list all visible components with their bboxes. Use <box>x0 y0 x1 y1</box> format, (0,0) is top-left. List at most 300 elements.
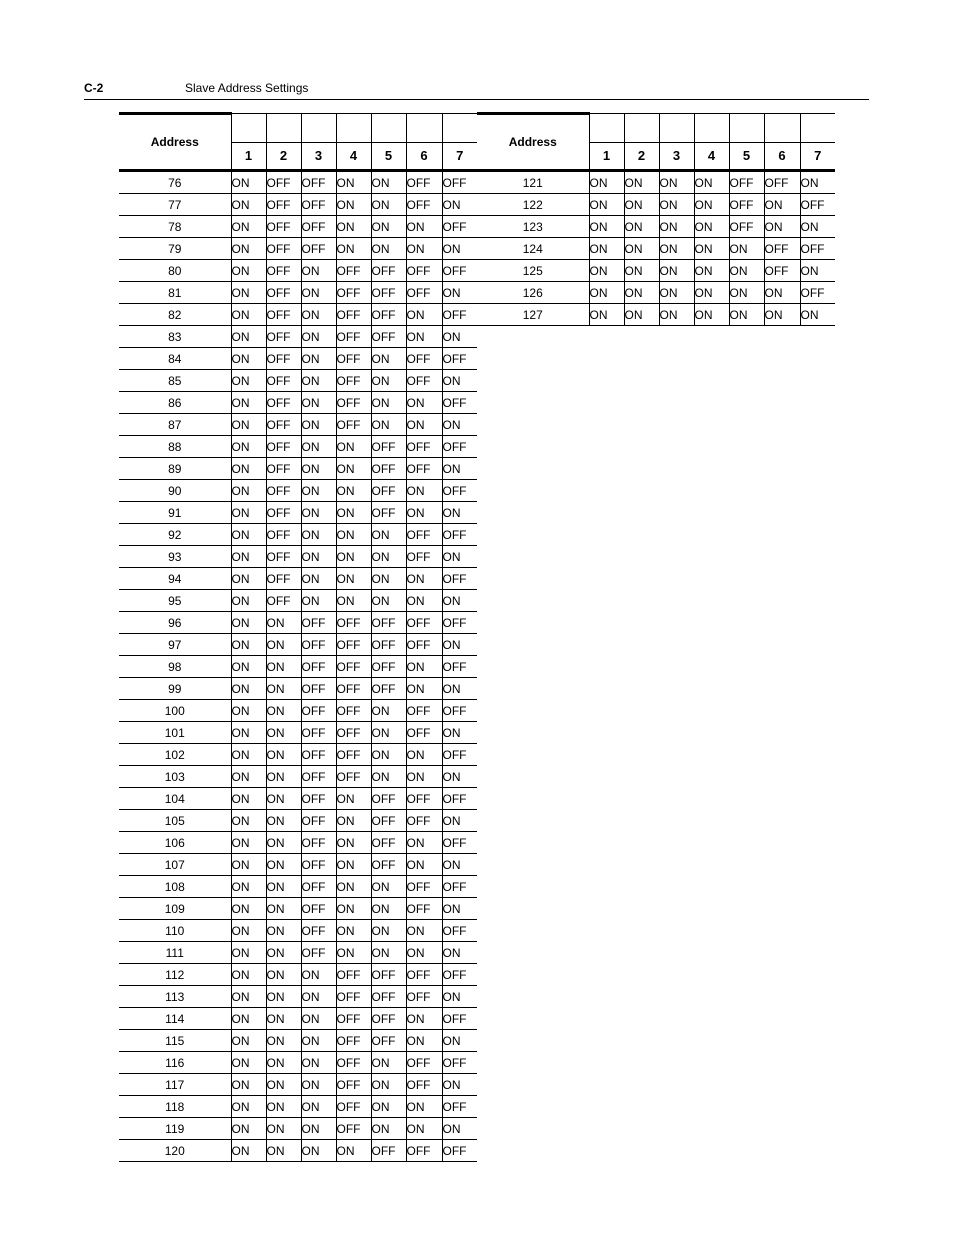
switch-cell: OFF <box>336 370 371 392</box>
switch-cell: OFF <box>336 260 371 282</box>
switch-cell: ON <box>336 458 371 480</box>
address-cell: 107 <box>119 854 231 876</box>
switch-cell: OFF <box>301 898 336 920</box>
table-row <box>119 480 477 502</box>
switch-cell: ON <box>301 458 336 480</box>
switch-cell: OFF <box>442 832 477 854</box>
switch-cell: ON <box>624 282 659 304</box>
switch-cell: ON <box>371 590 406 612</box>
switch-cell: OFF <box>371 678 406 700</box>
switch-cell: ON <box>406 392 442 414</box>
switch-cell: OFF <box>406 612 442 634</box>
switch-cell: ON <box>266 612 301 634</box>
switch-cell: ON <box>694 216 729 238</box>
table-row <box>119 656 477 678</box>
switch-cell: ON <box>406 1118 442 1140</box>
switch-cell: ON <box>301 502 336 524</box>
table-row <box>119 238 477 260</box>
table-row <box>477 282 835 304</box>
switch-cell: ON <box>624 216 659 238</box>
table-row <box>119 832 477 854</box>
switch-cell: ON <box>231 194 266 216</box>
page-header <box>84 80 869 100</box>
switch-cell: OFF <box>406 700 442 722</box>
switch-cell: ON <box>231 1118 266 1140</box>
switch-cell: OFF <box>266 370 301 392</box>
switch-cell: ON <box>371 876 406 898</box>
table-row <box>477 304 835 326</box>
switch-cell: ON <box>301 1074 336 1096</box>
switch-cell: OFF <box>442 171 477 194</box>
switch-cell: OFF <box>442 656 477 678</box>
table-row <box>119 216 477 238</box>
switch-cell: ON <box>231 832 266 854</box>
switch-cell: ON <box>301 326 336 348</box>
address-cell: 85 <box>119 370 231 392</box>
switch-cell: ON <box>694 282 729 304</box>
table-row <box>119 766 477 788</box>
switch-cell: OFF <box>371 788 406 810</box>
table-row <box>119 546 477 568</box>
switch-cell: ON <box>231 1030 266 1052</box>
switch-cell: ON <box>764 304 800 326</box>
bit-column-header: 6 <box>406 142 442 171</box>
switch-cell: ON <box>231 678 266 700</box>
address-cell: 102 <box>119 744 231 766</box>
address-cell: 86 <box>119 392 231 414</box>
switch-cell: OFF <box>266 480 301 502</box>
switch-cell: ON <box>442 326 477 348</box>
switch-cell: OFF <box>336 634 371 656</box>
address-cell: 92 <box>119 524 231 546</box>
switch-cell: OFF <box>406 634 442 656</box>
bit-column-header: 4 <box>694 142 729 171</box>
switch-cell: OFF <box>406 1052 442 1074</box>
table-row <box>119 194 477 216</box>
switch-cell: ON <box>231 788 266 810</box>
switch-cell: ON <box>371 898 406 920</box>
switch-cell: ON <box>659 171 694 194</box>
switch-cell: ON <box>301 282 336 304</box>
switch-cell: OFF <box>406 458 442 480</box>
bit-column-header: 5 <box>729 142 764 171</box>
switch-cell: ON <box>371 546 406 568</box>
address-cell: 106 <box>119 832 231 854</box>
bit-column-header: 2 <box>624 142 659 171</box>
switch-cell: ON <box>442 810 477 832</box>
switch-cell: OFF <box>301 854 336 876</box>
switch-cell: ON <box>231 414 266 436</box>
switch-cell: OFF <box>266 524 301 546</box>
switch-cell: OFF <box>729 171 764 194</box>
switch-cell: OFF <box>406 194 442 216</box>
switch-cell: OFF <box>336 700 371 722</box>
address-cell: 110 <box>119 920 231 942</box>
switch-cell: ON <box>371 722 406 744</box>
switch-cell: ON <box>231 942 266 964</box>
switch-cell: ON <box>589 282 624 304</box>
switch-cell: ON <box>406 480 442 502</box>
address-cell: 82 <box>119 304 231 326</box>
switch-cell: ON <box>442 854 477 876</box>
switch-cell: ON <box>694 194 729 216</box>
address-cell: 119 <box>119 1118 231 1140</box>
section-title: Slave Address Settings <box>185 81 309 95</box>
switch-cell: ON <box>231 898 266 920</box>
switch-cell: ON <box>231 1052 266 1074</box>
switch-cell: OFF <box>266 458 301 480</box>
address-cell: 111 <box>119 942 231 964</box>
address-cell: 123 <box>477 216 589 238</box>
switch-cell: OFF <box>301 678 336 700</box>
switch-cell: OFF <box>301 788 336 810</box>
switch-cell: ON <box>371 238 406 260</box>
bit-column-header: 7 <box>442 142 477 171</box>
switch-cell: OFF <box>442 216 477 238</box>
switch-cell: OFF <box>406 1074 442 1096</box>
address-cell: 78 <box>119 216 231 238</box>
switch-cell: OFF <box>266 171 301 194</box>
switch-cell: OFF <box>266 348 301 370</box>
switch-cell: OFF <box>800 282 835 304</box>
address-cell: 87 <box>119 414 231 436</box>
switch-cell: OFF <box>442 348 477 370</box>
table-row <box>119 722 477 744</box>
switch-cell: ON <box>694 238 729 260</box>
address-cell: 81 <box>119 282 231 304</box>
switch-cell: OFF <box>266 590 301 612</box>
table-row <box>119 964 477 986</box>
table-row <box>119 678 477 700</box>
switch-cell: OFF <box>336 744 371 766</box>
switch-cell: ON <box>301 964 336 986</box>
switch-cell: ON <box>729 260 764 282</box>
switch-cell: ON <box>659 304 694 326</box>
switch-cell: OFF <box>406 1140 442 1162</box>
switch-cell: ON <box>336 238 371 260</box>
switch-cell: ON <box>231 326 266 348</box>
table-row <box>119 568 477 590</box>
table-row <box>119 524 477 546</box>
switch-cell: ON <box>231 876 266 898</box>
switch-cell: ON <box>301 480 336 502</box>
switch-cell: ON <box>371 766 406 788</box>
switch-cell: ON <box>371 1052 406 1074</box>
switch-cell: ON <box>231 392 266 414</box>
table-row <box>119 876 477 898</box>
address-cell: 115 <box>119 1030 231 1052</box>
switch-cell: OFF <box>406 282 442 304</box>
table-row <box>119 788 477 810</box>
switch-cell: ON <box>442 766 477 788</box>
switch-cell: OFF <box>764 260 800 282</box>
table-row <box>119 260 477 282</box>
switch-cell: OFF <box>800 238 835 260</box>
switch-cell: ON <box>659 260 694 282</box>
switch-cell: OFF <box>764 238 800 260</box>
switch-cell: ON <box>336 854 371 876</box>
switch-cell: ON <box>231 656 266 678</box>
switch-cell: ON <box>764 216 800 238</box>
switch-cell: ON <box>231 524 266 546</box>
switch-cell: ON <box>406 1030 442 1052</box>
switch-cell: OFF <box>442 744 477 766</box>
table-row <box>119 898 477 920</box>
switch-cell: OFF <box>371 1140 406 1162</box>
switch-cell: OFF <box>442 964 477 986</box>
table-row <box>477 194 835 216</box>
switch-cell: OFF <box>800 194 835 216</box>
switch-cell: OFF <box>301 832 336 854</box>
switch-cell: ON <box>729 304 764 326</box>
switch-cell: OFF <box>371 634 406 656</box>
switch-cell: ON <box>266 678 301 700</box>
address-cell: 100 <box>119 700 231 722</box>
address-cell: 99 <box>119 678 231 700</box>
table-row <box>119 436 477 458</box>
address-table-left <box>119 112 477 1162</box>
switch-cell: ON <box>231 282 266 304</box>
bit-column-header: 3 <box>301 142 336 171</box>
switch-cell: OFF <box>266 260 301 282</box>
bit-column-header: 3 <box>659 142 694 171</box>
switch-cell: ON <box>266 700 301 722</box>
switch-cell: ON <box>371 348 406 370</box>
switch-cell: OFF <box>371 1008 406 1030</box>
address-column-header: Address <box>477 114 589 171</box>
switch-cell: ON <box>231 370 266 392</box>
switch-cell: ON <box>406 238 442 260</box>
switch-cell: ON <box>266 1030 301 1052</box>
switch-cell: ON <box>266 1096 301 1118</box>
switch-cell: OFF <box>336 1030 371 1052</box>
switch-cell: OFF <box>442 436 477 458</box>
switch-cell: OFF <box>301 216 336 238</box>
table-row <box>119 1118 477 1140</box>
switch-cell: OFF <box>371 282 406 304</box>
switch-cell: OFF <box>442 700 477 722</box>
switch-cell: OFF <box>301 722 336 744</box>
switch-cell: ON <box>231 304 266 326</box>
switch-cell: OFF <box>406 964 442 986</box>
switch-cell: OFF <box>729 216 764 238</box>
switch-cell: ON <box>231 766 266 788</box>
switch-cell: ON <box>231 1074 266 1096</box>
address-cell: 84 <box>119 348 231 370</box>
table-row <box>119 986 477 1008</box>
switch-cell: ON <box>301 1140 336 1162</box>
switch-cell: OFF <box>266 414 301 436</box>
table-row <box>119 854 477 876</box>
switch-cell: ON <box>231 480 266 502</box>
bit-column-header: 1 <box>589 142 624 171</box>
switch-cell: ON <box>301 1118 336 1140</box>
switch-cell: OFF <box>301 171 336 194</box>
switch-cell: ON <box>442 898 477 920</box>
table-row <box>119 810 477 832</box>
switch-cell: OFF <box>371 612 406 634</box>
switch-cell: ON <box>764 194 800 216</box>
table-row <box>119 348 477 370</box>
switch-cell: ON <box>301 1030 336 1052</box>
address-cell: 79 <box>119 238 231 260</box>
switch-cell: ON <box>336 942 371 964</box>
address-table-left-body <box>119 171 477 1162</box>
switch-cell: ON <box>301 414 336 436</box>
switch-cell: ON <box>659 282 694 304</box>
switch-cell: ON <box>624 260 659 282</box>
switch-cell: ON <box>406 744 442 766</box>
switch-cell: ON <box>266 744 301 766</box>
switch-cell: ON <box>336 590 371 612</box>
switch-cell: ON <box>371 942 406 964</box>
switch-cell: OFF <box>442 524 477 546</box>
bit-column-header: 7 <box>800 142 835 171</box>
address-cell: 103 <box>119 766 231 788</box>
switch-cell: ON <box>266 1008 301 1030</box>
switch-cell: OFF <box>301 238 336 260</box>
switch-cell: ON <box>406 414 442 436</box>
switch-cell: ON <box>336 876 371 898</box>
address-cell: 93 <box>119 546 231 568</box>
switch-cell: ON <box>442 986 477 1008</box>
switch-cell: ON <box>231 722 266 744</box>
address-cell: 104 <box>119 788 231 810</box>
table-row <box>119 1030 477 1052</box>
switch-cell: ON <box>336 546 371 568</box>
switch-cell: OFF <box>406 898 442 920</box>
address-cell: 120 <box>119 1140 231 1162</box>
switch-cell: ON <box>624 304 659 326</box>
switch-cell: ON <box>336 898 371 920</box>
switch-cell: ON <box>442 1074 477 1096</box>
switch-cell: ON <box>266 1052 301 1074</box>
switch-cell: ON <box>231 216 266 238</box>
table-row <box>119 502 477 524</box>
switch-cell: ON <box>371 171 406 194</box>
bit-column-header: 6 <box>764 142 800 171</box>
switch-cell: ON <box>301 1096 336 1118</box>
switch-cell: ON <box>442 678 477 700</box>
switch-cell: ON <box>371 1118 406 1140</box>
switch-cell: ON <box>266 656 301 678</box>
switch-cell: ON <box>406 656 442 678</box>
switch-cell: ON <box>371 700 406 722</box>
switch-cell: OFF <box>406 788 442 810</box>
switch-cell: ON <box>406 942 442 964</box>
switch-cell: OFF <box>371 260 406 282</box>
switch-cell: ON <box>336 502 371 524</box>
switch-cell: ON <box>442 414 477 436</box>
switch-cell: OFF <box>406 986 442 1008</box>
switch-cell: OFF <box>442 876 477 898</box>
switch-cell: ON <box>406 304 442 326</box>
switch-cell: ON <box>694 260 729 282</box>
bit-column-header: 2 <box>266 142 301 171</box>
address-cell: 96 <box>119 612 231 634</box>
switch-cell: OFF <box>336 348 371 370</box>
table-row <box>119 634 477 656</box>
switch-cell: ON <box>231 590 266 612</box>
bit-column-header: 4 <box>336 142 371 171</box>
switch-cell: ON <box>266 964 301 986</box>
table-row <box>119 1052 477 1074</box>
switch-cell: OFF <box>336 766 371 788</box>
switch-cell: ON <box>301 546 336 568</box>
switch-cell: OFF <box>266 216 301 238</box>
switch-cell: OFF <box>301 810 336 832</box>
switch-cell: ON <box>442 942 477 964</box>
switch-cell: OFF <box>266 392 301 414</box>
switch-cell: OFF <box>266 282 301 304</box>
table-row <box>119 1096 477 1118</box>
switch-cell: OFF <box>442 1140 477 1162</box>
table-row <box>119 458 477 480</box>
switch-cell: OFF <box>406 546 442 568</box>
switch-cell: OFF <box>266 326 301 348</box>
switch-cell: ON <box>336 920 371 942</box>
switch-cell: ON <box>301 590 336 612</box>
switch-cell: ON <box>589 238 624 260</box>
switch-cell: ON <box>231 920 266 942</box>
address-cell: 108 <box>119 876 231 898</box>
bit-column-header: 1 <box>231 142 266 171</box>
switch-cell: ON <box>336 1140 371 1162</box>
switch-cell: OFF <box>266 546 301 568</box>
switch-cell: ON <box>659 194 694 216</box>
switch-cell: OFF <box>301 766 336 788</box>
address-cell: 127 <box>477 304 589 326</box>
switch-cell: OFF <box>406 171 442 194</box>
switch-cell: ON <box>266 788 301 810</box>
address-cell: 114 <box>119 1008 231 1030</box>
switch-cell: ON <box>301 986 336 1008</box>
address-cell: 112 <box>119 964 231 986</box>
switch-cell: ON <box>231 348 266 370</box>
table-row <box>119 392 477 414</box>
switch-cell: ON <box>231 260 266 282</box>
switch-cell: ON <box>729 238 764 260</box>
address-cell: 91 <box>119 502 231 524</box>
switch-cell: OFF <box>371 986 406 1008</box>
address-cell: 117 <box>119 1074 231 1096</box>
switch-cell: OFF <box>371 1030 406 1052</box>
address-cell: 94 <box>119 568 231 590</box>
switch-cell: OFF <box>336 282 371 304</box>
switch-cell: OFF <box>301 612 336 634</box>
switch-cell: OFF <box>336 414 371 436</box>
switch-cell: ON <box>231 502 266 524</box>
switch-cell: ON <box>266 854 301 876</box>
address-cell: 83 <box>119 326 231 348</box>
switch-cell: ON <box>442 546 477 568</box>
switch-cell: OFF <box>336 392 371 414</box>
switch-cell: ON <box>231 1008 266 1030</box>
switch-cell: OFF <box>406 260 442 282</box>
switch-cell: ON <box>406 854 442 876</box>
switch-cell: OFF <box>442 788 477 810</box>
switch-cell: OFF <box>371 656 406 678</box>
switch-cell: OFF <box>336 1052 371 1074</box>
switch-cell: ON <box>266 1140 301 1162</box>
bit-column-header: 5 <box>371 142 406 171</box>
switch-cell: ON <box>371 524 406 546</box>
switch-cell: ON <box>406 1008 442 1030</box>
switch-cell: ON <box>231 546 266 568</box>
switch-cell: OFF <box>442 392 477 414</box>
switch-cell: ON <box>231 854 266 876</box>
switch-cell: ON <box>442 502 477 524</box>
